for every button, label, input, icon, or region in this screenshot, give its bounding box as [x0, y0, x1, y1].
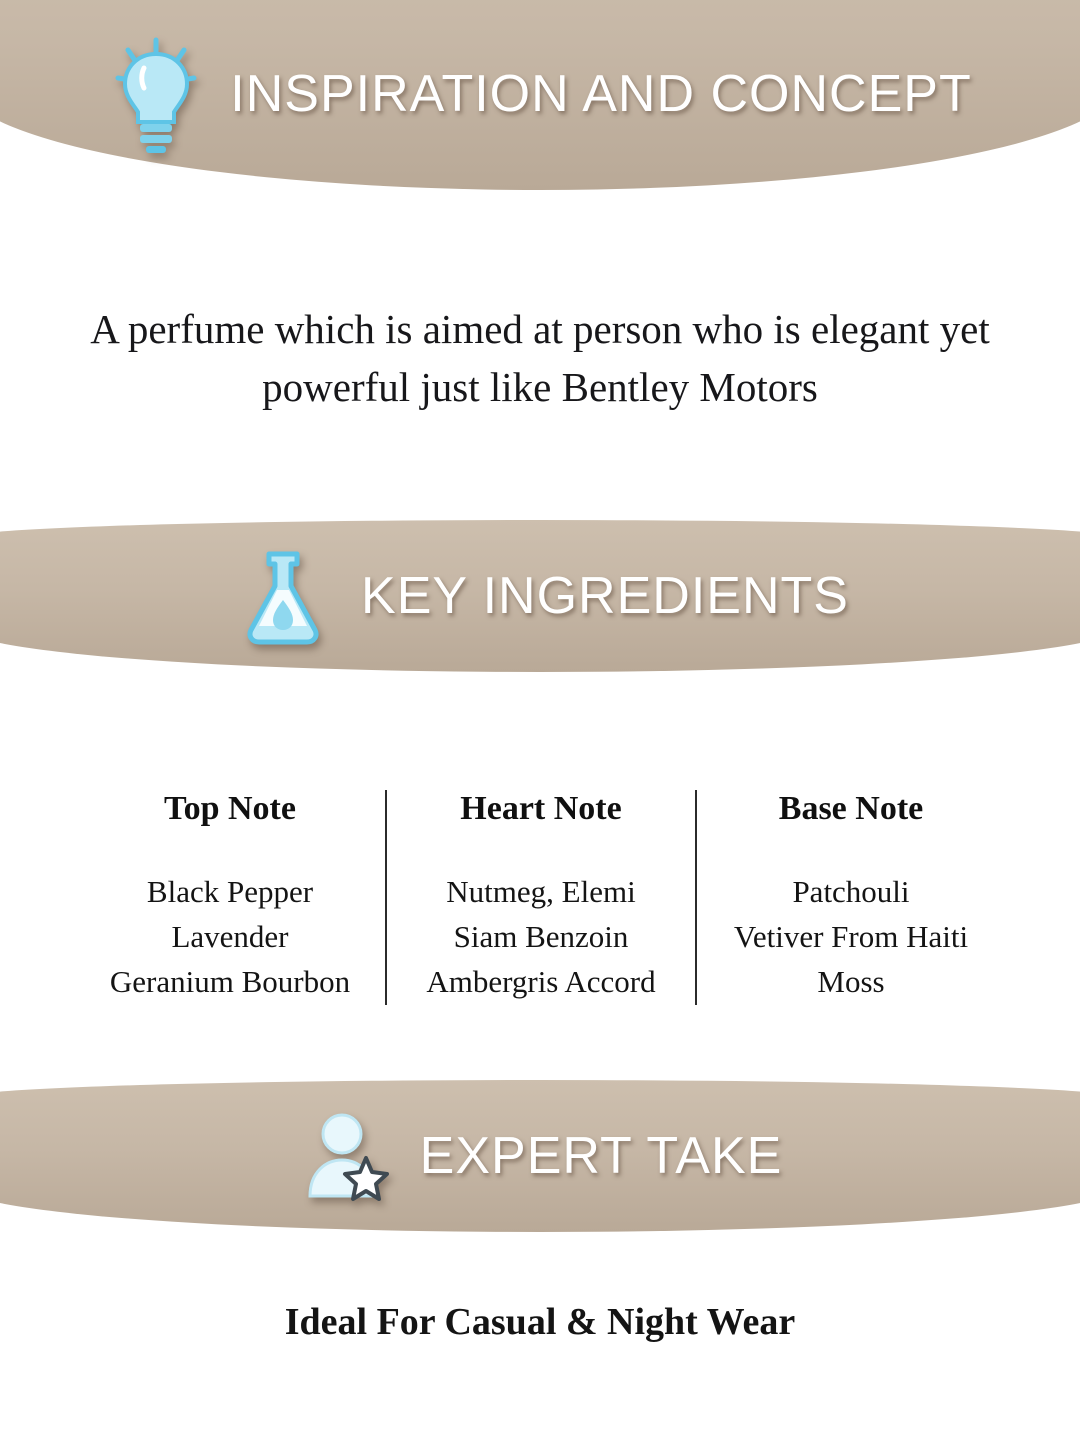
note-heading: Top Note: [164, 790, 296, 827]
note-column-heart: [385, 790, 695, 1005]
expert-text-block: [0, 1300, 1080, 1344]
note-item: Vetiver From Haiti: [733, 918, 969, 954]
section-header-inspiration: [0, 0, 1080, 190]
concept-text-block: [0, 300, 1080, 416]
lightbulb-icon: [108, 34, 204, 154]
note-item: Lavender: [171, 918, 289, 954]
expert-paragraph: Ideal For Casual & Night Wear: [284, 1301, 796, 1343]
note-item: Geranium Bourbon: [109, 963, 351, 999]
notes-columns: [0, 790, 1080, 1005]
section-title-inspiration: INSPIRATION AND CONCEPT: [230, 65, 972, 123]
flask-icon: [231, 544, 335, 648]
note-item: Moss: [817, 963, 885, 999]
note-column-top: [75, 790, 385, 1005]
concept-paragraph: A perfume which is aimed at person who is elegant yet powerful just like Bentley Motors: [90, 306, 990, 411]
note-column-base: [695, 790, 1005, 1005]
section-header-ingredients: [0, 520, 1080, 672]
section-title-ingredients: KEY INGREDIENTS: [361, 567, 849, 625]
note-heading: Base Note: [778, 790, 924, 827]
note-item: Black Pepper: [146, 874, 314, 909]
section-header-expert: [0, 1080, 1080, 1232]
note-item: Siam Benzoin: [453, 918, 629, 954]
note-item: Nutmeg, Elemi: [446, 874, 636, 909]
section-title-expert: EXPERT TAKE: [419, 1127, 783, 1185]
person-star-icon: [298, 1108, 394, 1204]
note-item: Patchouli: [792, 874, 910, 909]
note-heading: Heart Note: [460, 790, 622, 827]
note-item: Ambergris Accord: [426, 963, 656, 999]
